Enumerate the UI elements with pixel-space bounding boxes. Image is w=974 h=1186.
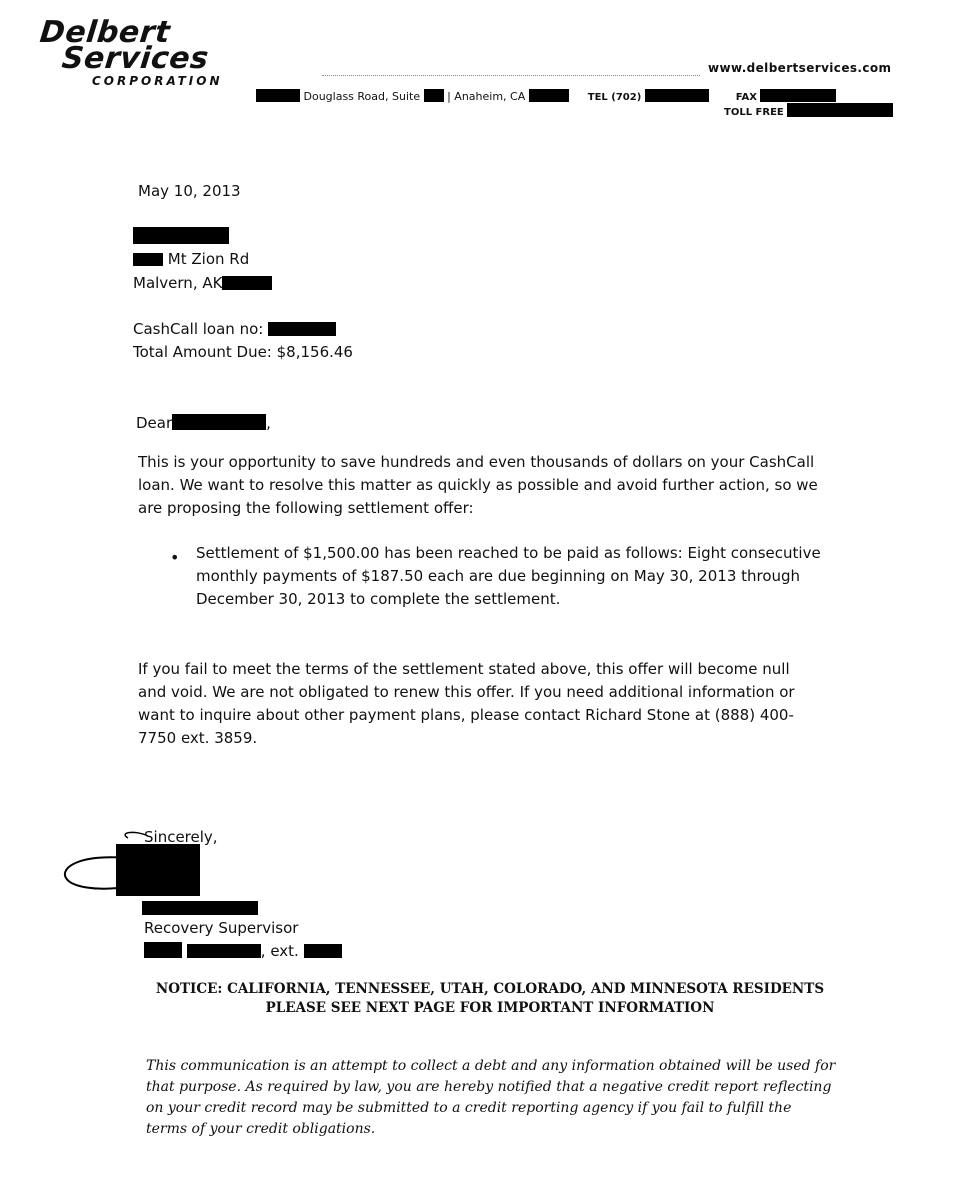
- redaction: [133, 253, 163, 266]
- tollfree-label: TOLL FREE: [724, 107, 784, 118]
- closing: Sincerely,: [144, 828, 218, 846]
- loan-label: CashCall loan no:: [133, 320, 264, 338]
- salutation: Dear: [136, 414, 173, 432]
- paragraph-terms: If you fail to meet the terms of the settlement stated above, this offer will become null and void. We are not obligated to renew this offer. If you need additional information or want to inquire about other payment plans, please contact Richard Stone at (888) 400-7750 ext. 3859.: [138, 660, 795, 747]
- letter-date: May 10, 2013: [138, 182, 241, 200]
- tollfree-row: [724, 103, 893, 118]
- redaction: [424, 89, 444, 102]
- company-address-row: [256, 89, 836, 103]
- redaction: [187, 944, 261, 958]
- recipient-city-row: [133, 272, 272, 295]
- redaction: [144, 942, 182, 958]
- signer-name: [142, 898, 258, 917]
- company-logo: [38, 15, 270, 88]
- fax-label: FAX: [735, 92, 757, 103]
- redaction: [256, 89, 300, 102]
- redaction: [172, 414, 266, 430]
- recipient-street-row: [133, 248, 249, 271]
- signer-title: Recovery Supervisor: [144, 919, 299, 937]
- company-city: | Anaheim, CA: [447, 90, 526, 103]
- amount-due: Total Amount Due: $8,156.46: [133, 343, 353, 361]
- redaction: [645, 89, 709, 102]
- recipient-city: Malvern, AK: [133, 274, 223, 292]
- paragraph-intro: This is your opportunity to save hundreds and even thousands of dollars on your CashCall loan. We want to resolve this matter as quickly as possible and avoid further action, so we are proposing the following settlement offer:: [138, 453, 818, 517]
- bullet-marker: •: [170, 548, 180, 567]
- logo-line-2: Services: [60, 41, 211, 76]
- notice-line-2: PLEASE SEE NEXT PAGE FOR IMPORTANT INFORMATION: [265, 1000, 715, 1016]
- signer-contact-row: [144, 940, 342, 963]
- website-url: www.delbertservices.com: [708, 61, 892, 75]
- notice-block: [150, 980, 830, 1018]
- debt-collection-disclaimer: This communication is an attempt to collect a debt and any information obtained will be used for that purpose. As required by law, you are hereby notified that a negative credit report reflecting on your credit record may be submitted to a credit reporting agency if you fail to fulfill the terms of your credit obligations.: [146, 1058, 836, 1137]
- recipient-name: [133, 226, 229, 249]
- logo-line-3: CORPORATION: [92, 74, 223, 88]
- redaction: [529, 89, 569, 102]
- redaction: [760, 89, 836, 102]
- redaction: [142, 901, 258, 915]
- loan-number-row: [133, 318, 336, 341]
- logo-line-1: Delbert: [38, 15, 172, 50]
- ext-label: , ext.: [260, 942, 299, 960]
- redaction: [787, 103, 893, 117]
- redaction: [268, 322, 336, 336]
- salutation-row: Dear ,: [136, 414, 271, 432]
- redaction: [222, 276, 272, 290]
- notice-line-1: NOTICE: CALIFORNIA, TENNESSEE, UTAH, COLORADO, AND MINNESOTA RESIDENTS: [155, 981, 825, 997]
- tel-label: TEL (702): [587, 92, 642, 103]
- company-street: Douglass Road, Suite: [303, 90, 421, 103]
- redaction: [304, 944, 342, 958]
- recipient-street: Mt Zion Rd: [167, 250, 250, 268]
- redaction: [133, 227, 229, 244]
- settlement-terms: Settlement of $1,500.00 has been reached to be paid as follows: Eight consecutive monthly payments of $187.50 each are due beginning on May 30, 2013 through December 30, 2013 to complete the settlement.: [196, 544, 821, 608]
- letterhead-divider: [322, 75, 700, 76]
